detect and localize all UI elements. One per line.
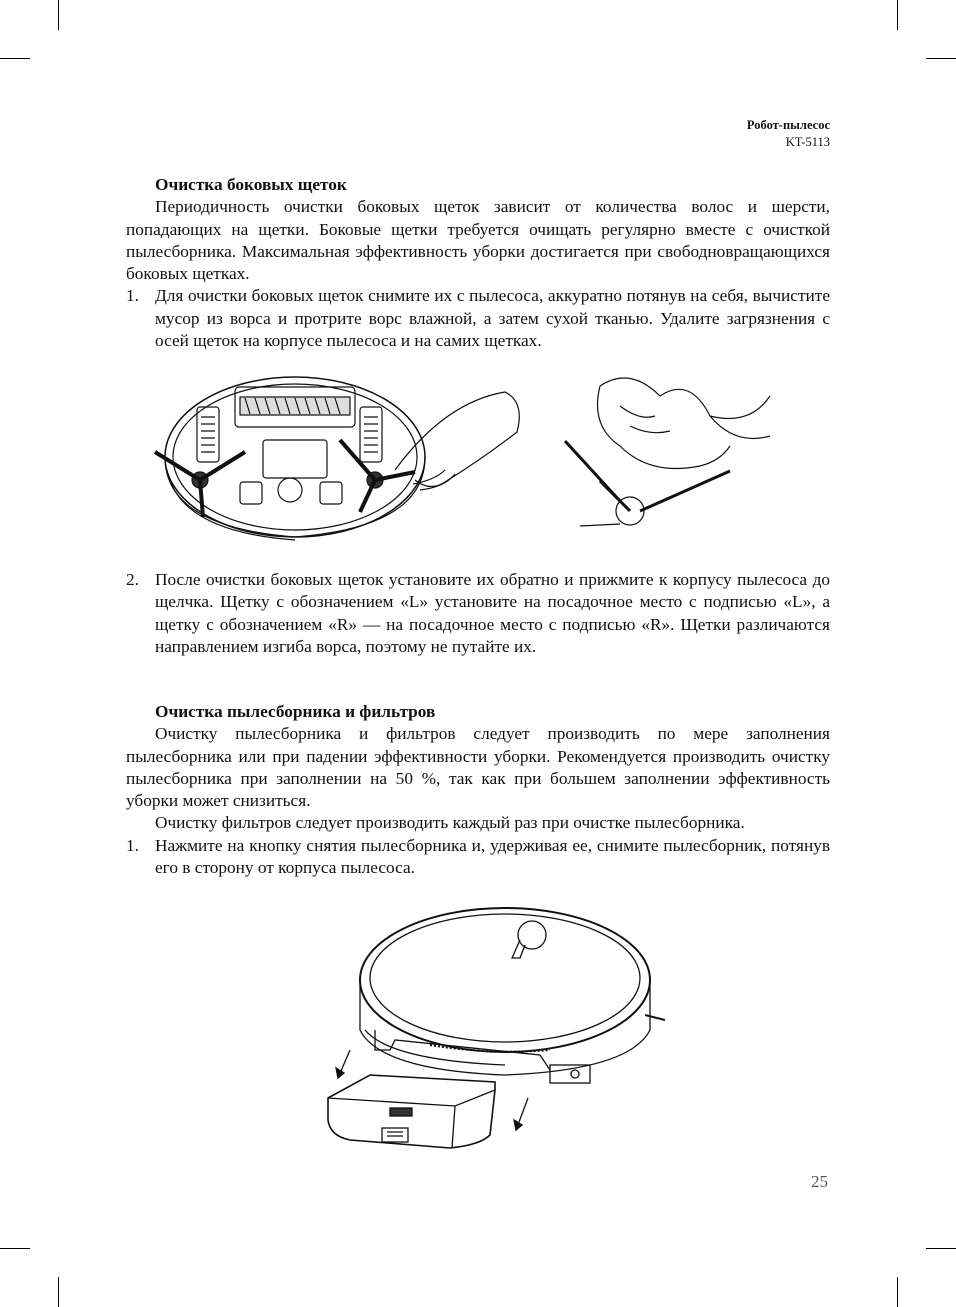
section-dust-bin — [126, 701, 830, 879]
crop-mark — [897, 1277, 898, 1307]
crop-mark — [926, 58, 956, 59]
list-text: Для очистки боковых щеток снимите их с пылесоса, аккуратно потянув на себя, вычистите мусор из ворса и протрите ворс влажной, а затем сухой тканью. Удалите загрязнения с осей щеток на корпусе пылесоса и на самих щетках. — [155, 286, 830, 351]
brush-cleaning-cloth-illustration — [560, 366, 780, 532]
list-number: 1. — [126, 286, 139, 306]
paragraph: Периодичность очистки боковых щеток зависит от количества волос и шерсти, попадающих на щетки. Боковые щетки требуется очищать регулярно вместе с очисткой пылесборника. Максимальная эффективность уборки достигается при свободновращающихся боковых щетках. — [126, 197, 830, 284]
crop-mark — [926, 1248, 956, 1249]
section-heading: Очистка боковых щеток — [155, 175, 347, 194]
section-heading: Очистка пылесборника и фильтров — [155, 702, 436, 721]
list-number: 2. — [126, 570, 139, 589]
section-side-brushes — [126, 174, 830, 352]
list-number: 1. — [126, 835, 139, 855]
robot-underside-illustration — [145, 362, 525, 558]
page-number: 25 — [811, 1172, 828, 1191]
header-title: Робот-пылесос — [746, 118, 830, 132]
paragraph: Очистку фильтров следует производить каждый раз при очистке пылесборника. — [155, 813, 745, 833]
crop-mark — [58, 1277, 59, 1307]
dust-bin-removal-illustration — [320, 900, 665, 1162]
section-side-brushes-continued — [126, 569, 830, 658]
list-text: После очистки боковых щеток установите их обратно и прижмите к корпусу пылесоса до щелчка. Щетку с обозначением «L» установите на посадочное место с подписью «L», а щетку с обозначением «R» — на посадочное место с подписью «R». Щетки различаются направлением изгиба ворса, поэтому не путайте их. — [155, 570, 830, 656]
crop-mark — [58, 0, 59, 30]
list-item — [126, 285, 830, 352]
paragraph: Очистку пылесборника и фильтров следует производить по мере заполнения пылесборника или при падении эффективности уборки. Рекомендуется производить очистку пылесборника при заполнении на 50 %, так как при большем заполнении эффективность уборки может снизиться. — [126, 724, 830, 811]
running-header — [747, 117, 830, 151]
crop-mark — [0, 58, 30, 59]
list-text: Нажмите на кнопку снятия пылесборника и, удерживая ее, снимите пылесборник, потянув его в сторону от корпуса пылесоса. — [155, 835, 830, 878]
crop-mark — [0, 1248, 30, 1249]
list-item — [126, 835, 830, 880]
header-model: KT-5113 — [785, 135, 830, 149]
list-item — [126, 569, 830, 658]
crop-mark — [897, 0, 898, 30]
